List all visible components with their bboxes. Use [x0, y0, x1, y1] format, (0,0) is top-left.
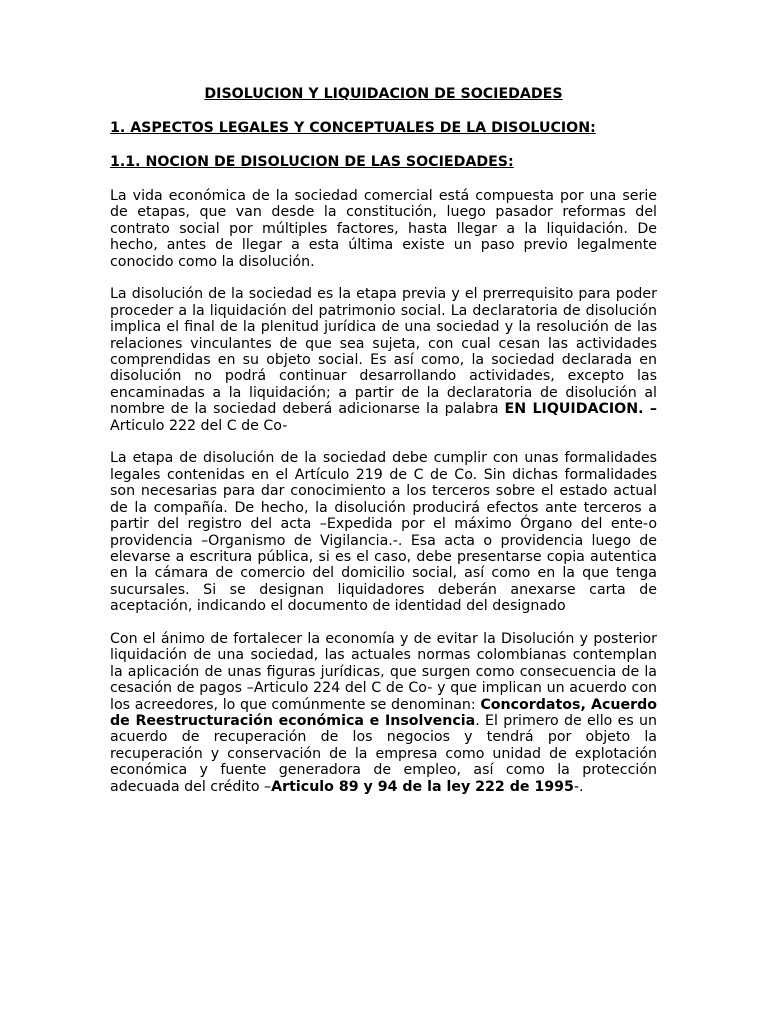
paragraph-1: La vida económica de la sociedad comercial está compuesta por una serie de etapas, que van desde la constitución, luego pasador reformas del contrato social por múltiples factores, hasta llegar a la liquidación. De hecho, antes de llegar a esta última existe un paso previo legalmente conocido como la disolución. [110, 188, 657, 270]
paragraph-2-tail: Articulo 222 del C de Co- [110, 417, 288, 434]
document-title: DISOLUCION Y LIQUIDACION DE SOCIEDADES [204, 86, 563, 102]
paragraph-4-middle: . El primero de ello es un acuerdo de recuperación de los negocios y tendrá por objeto la recuperación y conservación de la empresa como unidad de explotación económica y fuente generadora de empleo, así como la protección adecuada del crédito – [110, 712, 657, 795]
paragraph-2 [110, 286, 657, 434]
paragraph-4 [110, 631, 657, 795]
paragraph-4-bold-2: Articulo 89 y 94 de la ley 222 de 1995 [271, 778, 574, 795]
paragraph-2-bold: EN LIQUIDACION. – [504, 401, 657, 418]
paragraph-4-tail: -. [573, 778, 584, 795]
section-heading-1-1: 1.1. NOCION DE DISOLUCION DE LAS SOCIEDADES: [110, 154, 514, 170]
paragraph-3: La etapa de disolución de la sociedad debe cumplir con unas formalidades legales contenidas en el Artículo 219 de C de Co. Sin dichas formalidades son necesarias para dar conocimiento a los terceros sobre el estado actual de la compañía. De hecho, la disolución producirá efectos ante terceros a partir del registro del acta –Expedida por el máximo Órgano del ente-o providencia –Organismo de Vigilancia.-. Esa acta o providencia luego de elevarse a escritura pública, si es el caso, debe presentarse copia autentica en la cámara de comercio del domicilio social, así como en la que tenga sucursales. Si se designan liquidadores deberán anexarse carta de aceptación, indicando el documento de identidad del designado [110, 450, 657, 615]
paragraph-2-text: La disolución de la sociedad es la etapa previa y el prerrequisito para poder proceder a la liquidación del patrimonio social. La declaratoria de disolución implica el final de la plenitud jurídica de una sociedad y la resolución de las relaciones vinculantes de que sea sujeta, con cual cesan las actividades comprendidas en su objeto social. Es así como, la sociedad declarada en disolución no podrá continuar desarrollando actividades, excepto las encaminadas a la liquidación; a partir de la declaratoria de disolución al nombre de la sociedad deberá adicionarse la palabra [110, 286, 657, 418]
section-heading-1: 1. ASPECTOS LEGALES Y CONCEPTUALES DE LA DISOLUCION: [110, 120, 596, 136]
document-page [110, 86, 657, 811]
paragraph-4-text: Con el ánimo de fortalecer la economía y de evitar la Disolución y posterior liquidación de una sociedad, las actuales normas colombianas contemplan la aplicación de unas figuras jurídicas, que surgen como consecuencia de la cesación de pagos –Articulo 224 del C de Co- y que implican un acuerdo con los acreedores, lo que comúnmente se denominan: [110, 630, 657, 713]
paragraph-4-bold: Concordatos, Acuerdo de Reestructuración económica e Insolvencia [110, 696, 657, 729]
